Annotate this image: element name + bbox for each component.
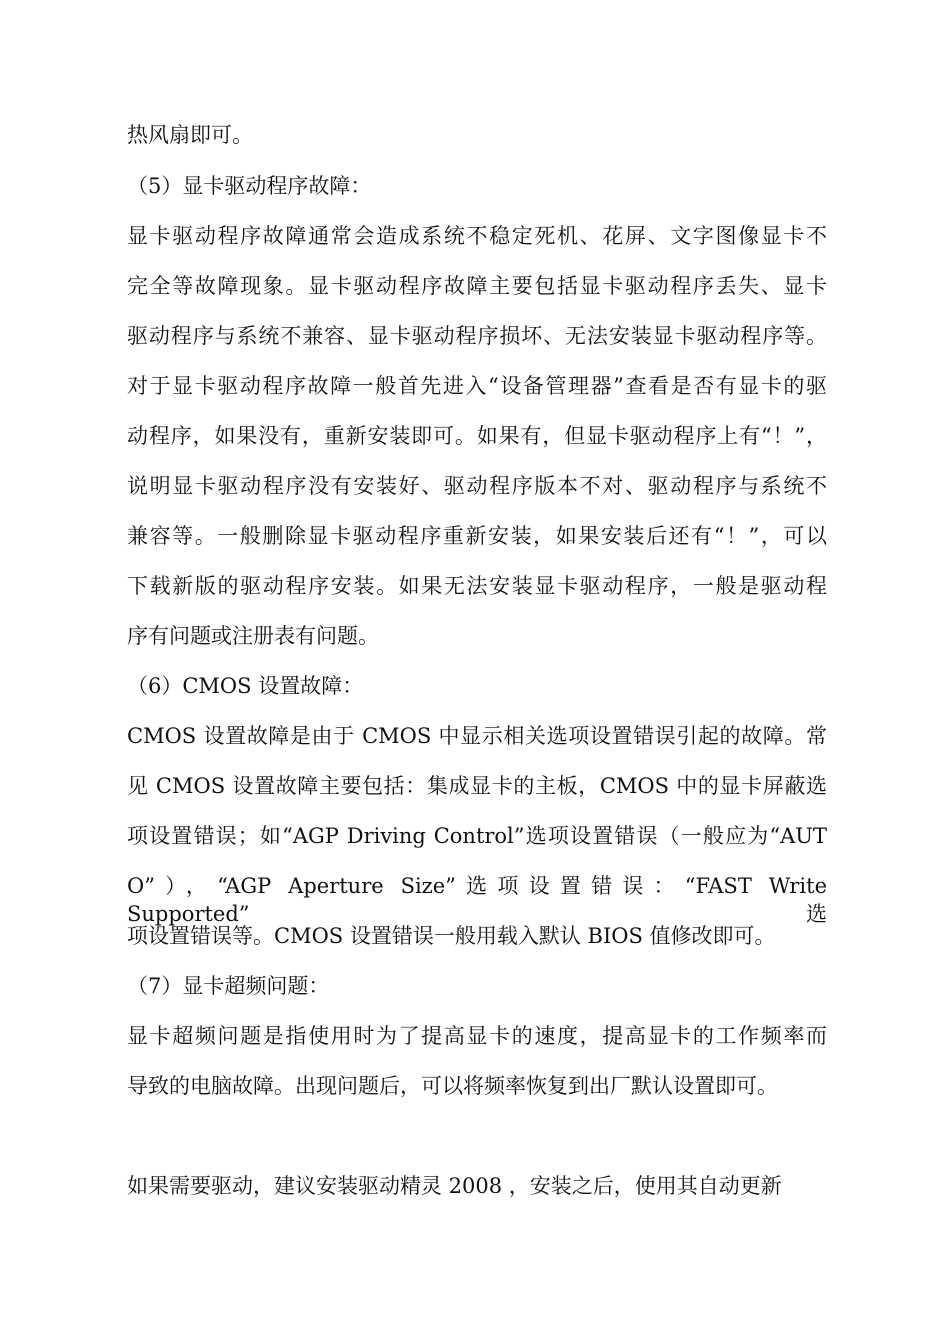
text-line-7: 动程序，如果没有，重新安装即可。如果有，但显卡驱动程序上有“！”，: [127, 424, 827, 448]
text-line-16: O”），“AGP Aperture Size”选项设置错误：“FAST Write Supported”选: [127, 874, 827, 926]
text-line-3: 显卡驱动程序故障通常会造成系统不稳定死机、花屏、文字图像显卡不: [127, 224, 827, 248]
text-line-15: 项设置错误；如“AGP Driving Control”选项设置错误（一般应为“AUT: [127, 824, 827, 848]
text-line-9: 兼容等。一般删除显卡驱动程序重新安装，如果安装后还有“！”，可以: [127, 524, 827, 548]
text-line-17: 项设置错误等。CMOS 设置错误一般用载入默认 BIOS 值修改即可。: [127, 924, 776, 948]
text-line-21: 如果需要驱动，建议安装驱动精灵 2008 ，安装之后，使用其自动更新: [127, 1174, 782, 1198]
text-line-14: 见 CMOS 设置故障主要包括：集成显卡的主板，CMOS 中的显卡屏蔽选: [127, 774, 827, 798]
section-heading-6: （6）CMOS 设置故障：: [127, 674, 364, 698]
text-line-19: 显卡超频问题是指使用时为了提高显卡的速度，提高显卡的工作频率而: [127, 1024, 827, 1048]
text-line-5: 驱动程序与系统不兼容、显卡驱动程序损坏、无法安装显卡驱动程序等。: [127, 324, 827, 348]
text-line-20: 导致的电脑故障。出现问题后，可以将频率恢复到出厂默认设置即可。: [127, 1074, 778, 1098]
text-line-13: CMOS 设置故障是由于 CMOS 中显示相关选项设置错误引起的故障。常: [127, 724, 827, 748]
text-line-11: 序有问题或注册表有问题。: [127, 624, 379, 648]
text-line-8: 说明显卡驱动程序没有安装好、驱动程序版本不对、驱动程序与系统不: [127, 474, 827, 498]
text-line-4: 完全等故障现象。显卡驱动程序故障主要包括显卡驱动程序丢失、显卡: [127, 274, 827, 298]
text-line-10: 下载新版的驱动程序安装。如果无法安装显卡驱动程序，一般是驱动程: [127, 574, 827, 598]
section-heading-7: （7）显卡超频问题：: [127, 974, 330, 998]
section-heading-5: （5）显卡驱动程序故障：: [127, 174, 372, 198]
text-line-1: 热风扇即可。: [127, 123, 253, 147]
text-line-6: 对于显卡驱动程序故障一般首先进入“设备管理器”查看是否有显卡的驱: [127, 374, 827, 398]
